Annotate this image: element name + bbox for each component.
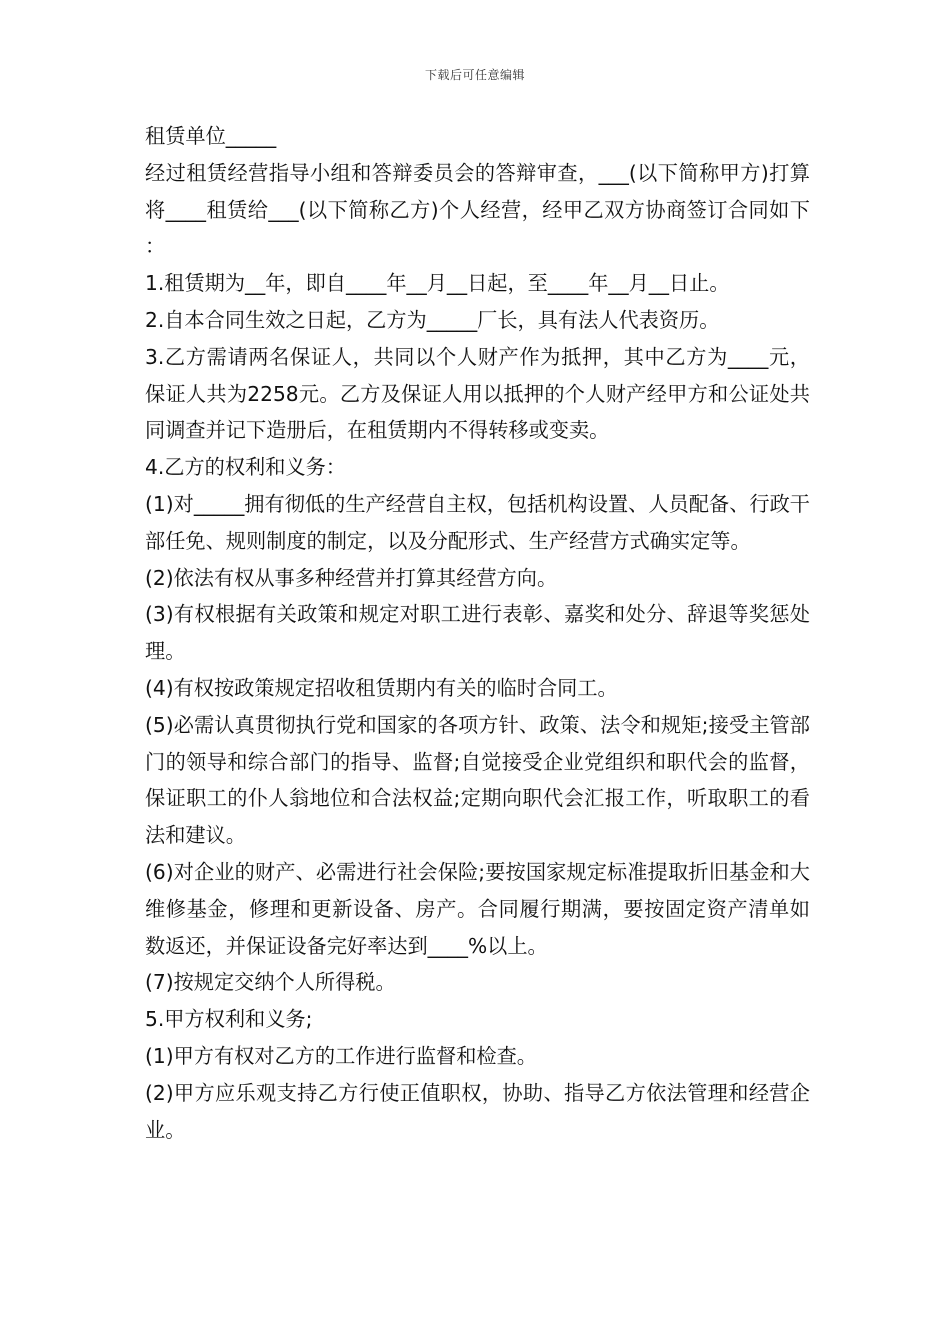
page-header-note: 下载后可任意编辑 (424, 68, 525, 82)
document-body (145, 118, 810, 1148)
paragraph-clause-5-heading: 5.甲方权利和义务; (145, 1007, 313, 1032)
paragraph-clause-4-item-4: (4)有权按政策规定招收租赁期内有关的临时合同工。 (145, 675, 618, 700)
paragraph-clause-2: 2.自本合同生效之日起，乙方为_____厂长，具有法人代表资历。 (145, 307, 720, 332)
paragraph-clause-4-item-5: (5)必需认真贯彻执行党和国家的各项方针、政策、法令和规矩;接受主管部门的领导和综合部门的指导、监督;自觉接受企业党组织和职代会的监督，保证职工的仆人翁地位和合法权益;定期向职代会汇报工作，听取职工的看法和建议。 (145, 712, 810, 848)
paragraph-clause-4-item-7: (7)按规定交纳个人所得税。 (145, 970, 396, 995)
paragraph-clause-1: 1.租赁期为__年，即自____年__月__日起，至____年__月__日止。 (145, 271, 730, 296)
paragraph-clause-3: 3.乙方需请两名保证人，共同以个人财产作为抵押，其中乙方为____元，保证人共为2258元。乙方及保证人用以抵押的个人财产经甲方和公证处共同调查并记下造册后，在租赁期内不得转移或变卖。 (145, 344, 810, 443)
paragraph-clause-4-item-1: (1)对_____拥有彻低的生产经营自主权，包括机构设置、人员配备、行政干部任免、规则制度的制定，以及分配形式、生产经营方式确实定等。 (145, 491, 810, 553)
paragraph-clause-4-heading: 4.乙方的权利和义务： (145, 455, 346, 480)
paragraph-lessee-unit: 租赁单位_____ (145, 124, 277, 148)
paragraph-intro: 经过租赁经营指导小组和答辩委员会的答辩审查，___(以下简称甲方)打算将____租赁给___(以下简称乙方)个人经营，经甲乙双方协商签订合同如下： (145, 160, 810, 259)
paragraph-clause-4-item-6: (6)对企业的财产、必需进行社会保险;要按国家规定标准提取折旧基金和大维修基金，修理和更新设备、房产。合同履行期满，要按固定资产清单如数返还，并保证设备完好率达到____%以上。 (145, 859, 810, 958)
paragraph-clause-5-item-1: (1)甲方有权对乙方的工作进行监督和检查。 (145, 1043, 537, 1068)
paragraph-clause-5-item-2: (2)甲方应乐观支持乙方行使正值职权，协助、指导乙方依法管理和经营企业。 (145, 1080, 810, 1142)
paragraph-clause-4-item-2: (2)依法有权从事多种经营并打算其经营方向。 (145, 565, 558, 590)
paragraph-clause-4-item-3: (3)有权根据有关政策和规定对职工进行表彰、嘉奖和处分、辞退等奖惩处理。 (145, 602, 810, 664)
